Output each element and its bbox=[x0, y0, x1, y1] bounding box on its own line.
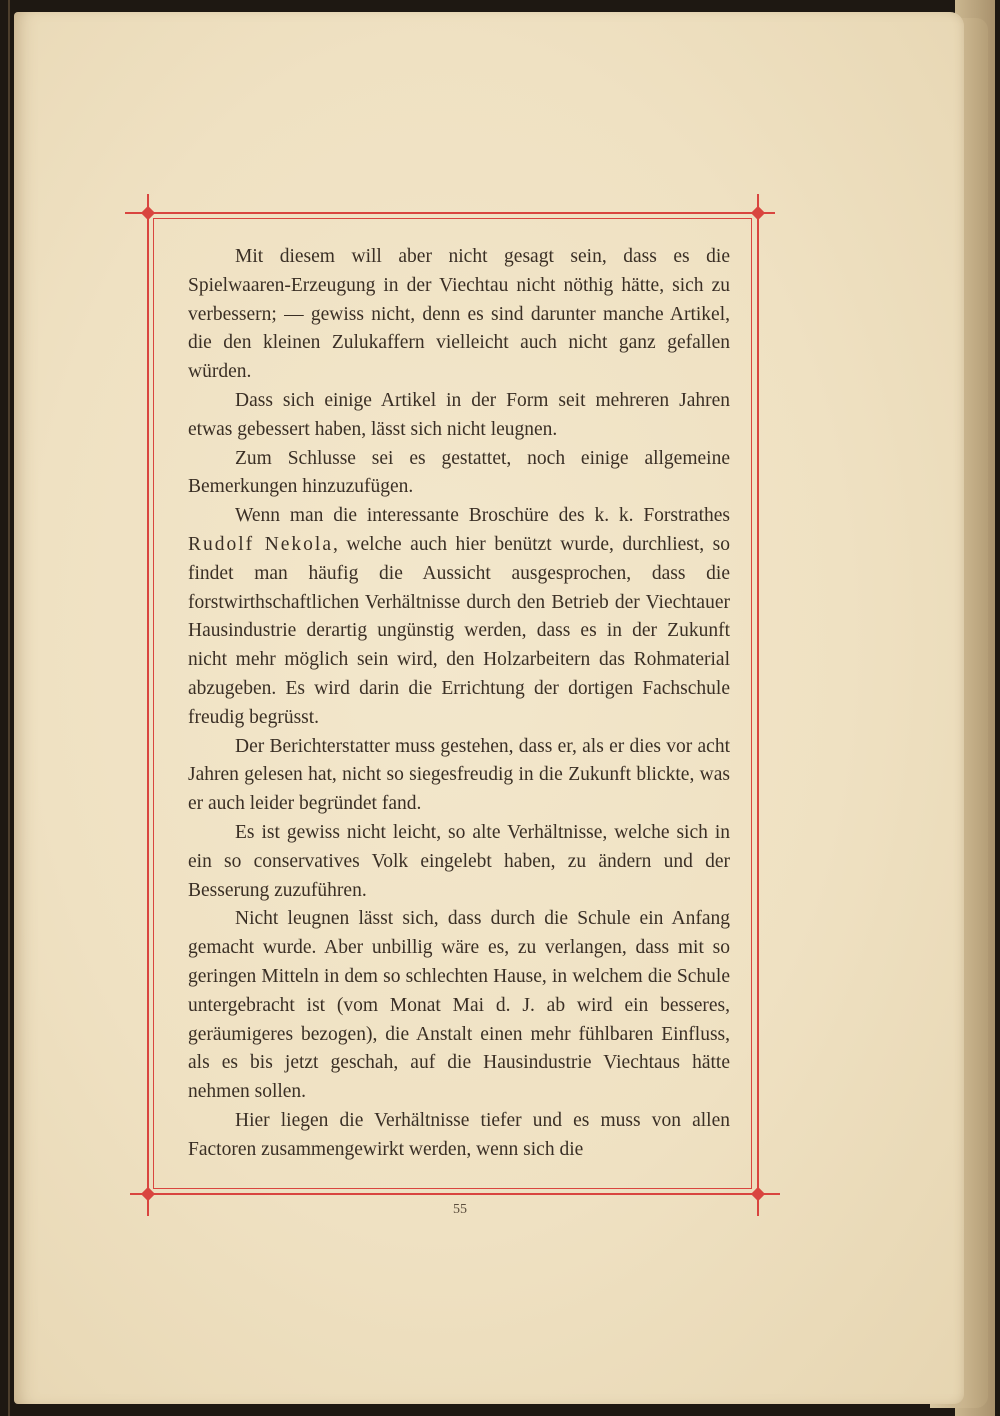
paragraph-6: Es ist gewiss nicht leicht, so alte Verhältnisse, welche sich in ein so conservatives Volk eingelebt haben, zu ändern und der Besserung zuzuführen. bbox=[188, 821, 730, 901]
frame-top-inner-rule bbox=[153, 218, 752, 219]
paragraph-7: Nicht leugnen lässt sich, dass durch die Schule ein Anfang gemacht wurde. Aber unbillig wäre es, zu verlangen, dass mit so geringen Mitteln in dem so schlechten Hause, in welchem die Schule untergebracht ist (vom Monat Mai d. J. ab wird ein besseres, geräumigeres bezogen), die Anstalt einen mehr fühlbaren Einfluss, als es bis jetzt geschah, auf die Hausindustrie Viechtaus hätte nehmen sollen. bbox=[188, 908, 730, 1103]
paragraph-3: Zum Schlusse sei es gestattet, noch einige allgemeine Bemerkungen hinzuzufügen. bbox=[188, 447, 730, 498]
frame-bottom-inner-rule bbox=[153, 1188, 752, 1189]
paragraph-8: Hier liegen die Verhältnisse tiefer und es muss von allen Factoren zusammengewirkt werden, wenn sich die bbox=[188, 1109, 730, 1160]
frame-right-rule bbox=[757, 194, 759, 1216]
frame-bottom-rule bbox=[130, 1193, 780, 1195]
frame-top-rule bbox=[125, 212, 775, 214]
paragraph-4-lead: Wenn man die interessante Broschüre des k. k. Forstrathes bbox=[235, 505, 730, 527]
frame-right-inner-rule bbox=[751, 218, 752, 1188]
paragraph-4-tail: , welche auch hier benützt wurde, bbox=[333, 533, 623, 555]
paragraph-5: Der Berichterstatter muss gestehen, dass er, als er dies vor acht Jahren gelesen hat, nicht so siegesfreudig in die Zukunft blickte, was er auch leider begründet fand. bbox=[188, 735, 730, 815]
book-spine bbox=[8, 0, 10, 1416]
page-number: 55 bbox=[453, 1202, 467, 1217]
frame-left-rule bbox=[147, 194, 149, 1216]
author-name: Rudolf Nekola bbox=[188, 533, 334, 555]
body-text bbox=[188, 243, 730, 1165]
paragraph-4 bbox=[188, 502, 730, 732]
paragraph-1: Mit diesem will aber nicht gesagt sein, dass es die Spielwaaren-Erzeugung in der Viechtau nicht nöthig hätte, sich zu verbessern; — gewiss nicht, denn es sind darunter manche Artikel, die den kleinen Zulukaffern vielleicht auch nicht ganz gefallen würden. bbox=[188, 246, 730, 383]
paragraph-2: Dass sich einige Artikel in der Form seit mehreren Jahren etwas gebessert haben, lässt sich nicht leugnen. bbox=[188, 389, 730, 440]
frame-left-inner-rule bbox=[153, 218, 154, 1188]
paragraph-4-body: durchliest, so findet man häufig die Aussicht ausgesprochen, dass die forstwirthschaftlichen Verhältnisse durch den Betrieb der Viechtauer Hausindustrie derartig ungünstig werden, dass es in der Zukunft nicht mehr möglich sein wird, den Holzarbeitern das Rohmaterial abzugeben. Es wird darin die Errichtung der dortigen Fachschule freudig begrüsst. bbox=[188, 533, 731, 728]
